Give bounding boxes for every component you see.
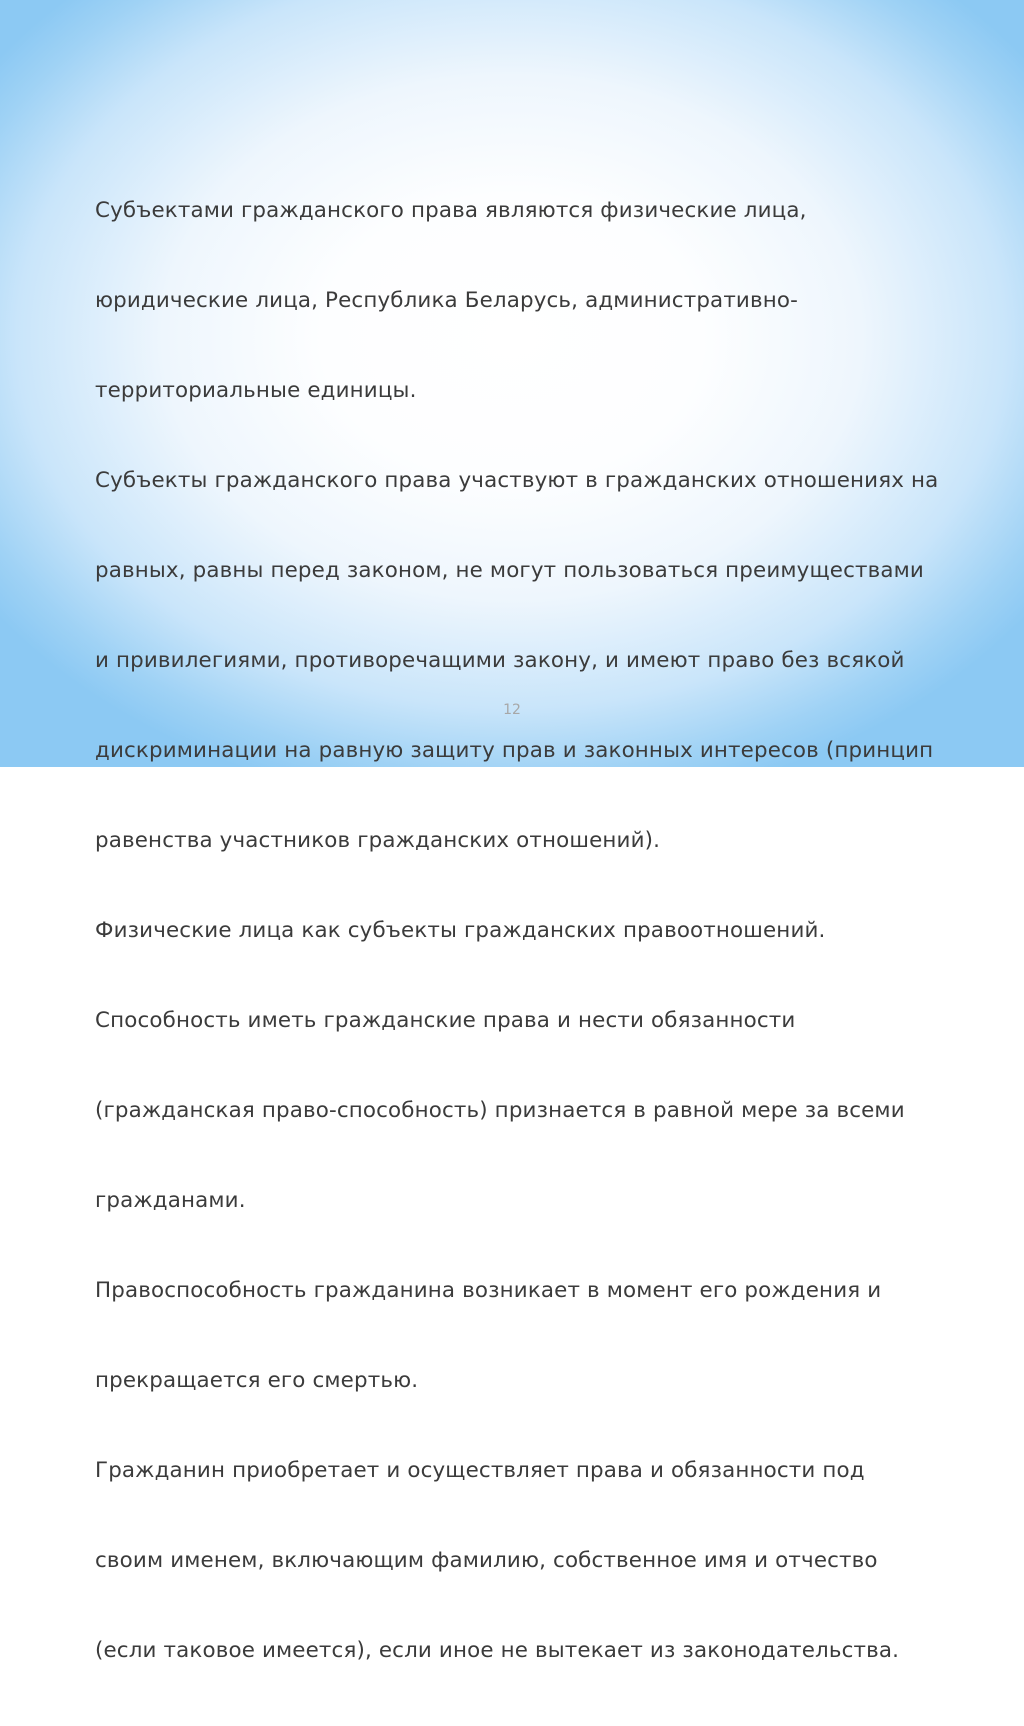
- text-line: Гражданин приобретает и осуществляет права и обязанности под: [95, 1458, 865, 1483]
- text-line: Правоспособность гражданина возникает в момент его рождения и: [95, 1278, 882, 1303]
- text-line: (если таковое имеется), если иное не вытекает из законодательства.: [95, 1638, 900, 1663]
- text-line: дискриминации на равную защиту прав и законных интересов (принцип: [95, 738, 934, 763]
- text-line: и привилегиями, противоречащими закону, и имеют право без всякой: [95, 648, 905, 673]
- text-line: Субъекты гражданского права участвуют в гражданских отношениях на: [95, 468, 939, 493]
- text-line: Физические лица как субъекты гражданских правоотношений.: [95, 918, 826, 943]
- page-number: 12: [503, 702, 521, 718]
- text-line: равных, равны перед законом, не могут пользоваться преимуществами: [95, 558, 924, 583]
- text-line: Субъектами гражданского права являются физические лица,: [95, 198, 807, 223]
- text-line: Способность иметь гражданские права и нести обязанности: [95, 1008, 796, 1033]
- text-line: гражданами.: [95, 1188, 246, 1213]
- text-line: прекращается его смертью.: [95, 1368, 419, 1393]
- text-line: юридические лица, Республика Беларусь, административно-: [95, 288, 798, 313]
- text-line: (гражданская право-способность) признается в равной мере за всеми: [95, 1098, 905, 1123]
- text-line: своим именем, включающим фамилию, собственное имя и отчество: [95, 1548, 878, 1573]
- slide-body-text: [95, 136, 975, 1726]
- text-line: территориальные единицы.: [95, 378, 417, 403]
- text-line: равенства участников гражданских отношений).: [95, 828, 661, 853]
